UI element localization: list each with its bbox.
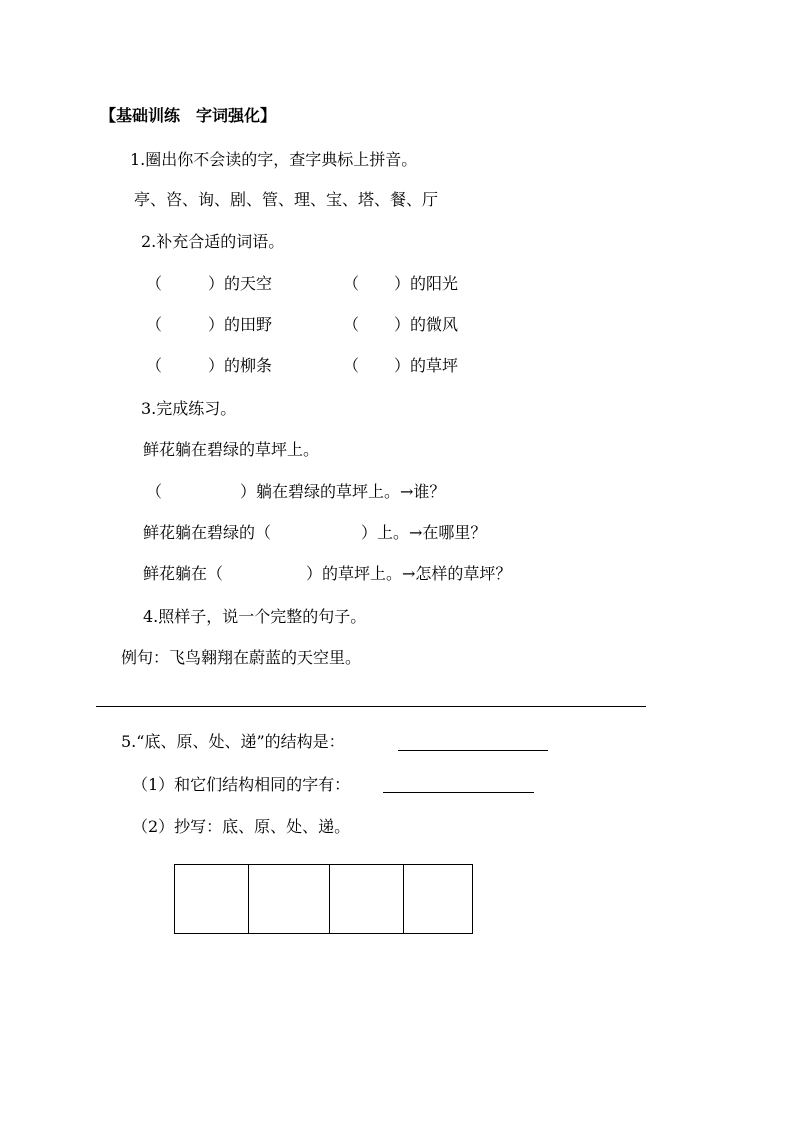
q4-example: 例句：飞鸟翱翔在蔚蓝的天空里。 [121,648,362,667]
q5-sub1-answer-line[interactable] [383,792,534,793]
q2-row2-right-open: （ [343,315,360,334]
q2-row1-left-open: （ [146,274,163,293]
q3-where-post: ）上。→在哪里？ [361,523,487,542]
copy-cell[interactable] [404,865,472,933]
q3-sentence: 鲜花躺在碧绿的草坪上。 [143,440,320,459]
q2-row2-left-close: ）的田野 [208,315,273,334]
q2-row1-right-open: （ [343,274,360,293]
q2-row3-right-open: （ [343,356,360,375]
q3-where-pre: 鲜花躺在碧绿的（ [143,523,272,542]
q2-row3-left-open: （ [146,356,163,375]
q2-row3-left-close: ）的柳条 [208,356,273,375]
q2-row2-right-close: ）的微风 [394,315,459,334]
q2-row3-right-close: ）的草坪 [394,356,459,375]
copy-grid [174,864,473,934]
q2-row1-right-close: ）的阳光 [394,274,459,293]
q2-row1-left-close: ）的天空 [208,274,273,293]
q4-prompt: 4.照样子，说一个完整的句子。 [143,607,367,626]
q3-who-rest: ）躺在碧绿的草坪上。→谁？ [240,482,446,501]
copy-cell[interactable] [330,865,404,933]
q1-prompt: 1.圈出你不会读的字，查字典标上拼音。 [130,150,418,169]
q5-sub2: （2）抄写：底、原、处、递。 [132,817,351,836]
section-divider [96,706,646,707]
q3-who-open: （ [146,482,163,501]
q5-answer-line[interactable] [398,750,548,751]
section-title: 【基础训练 字词强化】 [100,106,277,125]
q5-sub1: （1）和它们结构相同的字有： [132,775,351,794]
q3-how-post: ）的草坪上。→怎样的草坪？ [306,564,512,583]
q2-prompt: 2.补充合适的词语。 [141,232,285,251]
q3-prompt: 3.完成练习。 [141,399,237,418]
copy-cell[interactable] [175,865,249,933]
q3-how-pre: 鲜花躺在（ [143,564,224,583]
q5-prompt: 5.“底、原、处、递”的结构是： [121,732,345,751]
copy-cell[interactable] [249,865,330,933]
q1-characters: 亭、咨、询、剧、管、理、宝、塔、餐、厅 [134,190,439,209]
q2-row2-left-open: （ [146,315,163,334]
